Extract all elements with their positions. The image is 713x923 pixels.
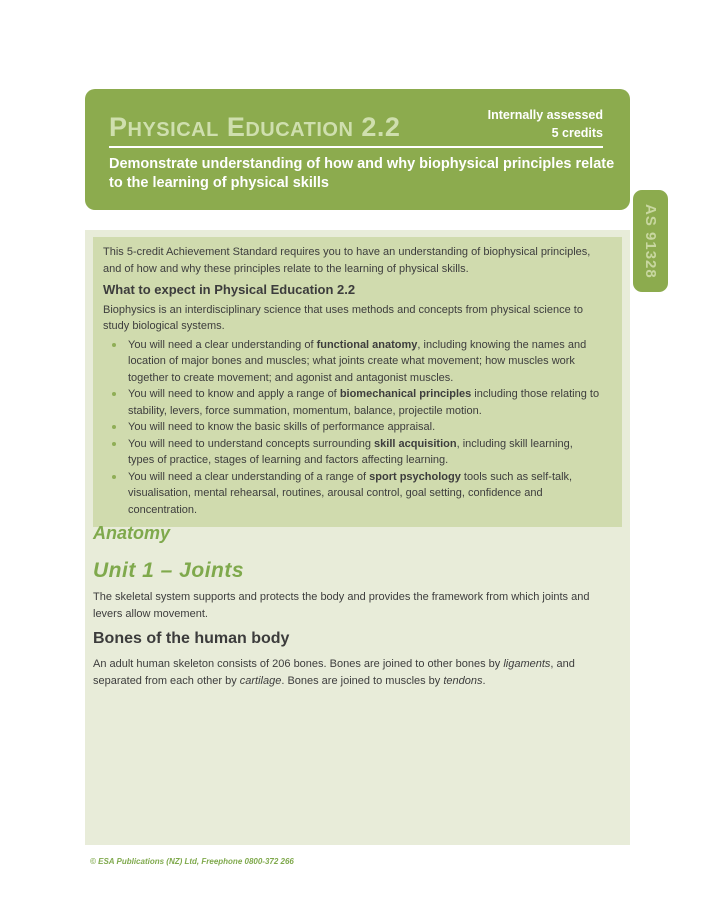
header-divider bbox=[109, 146, 603, 148]
list-item-text: You will need to know the basic skills of performance appraisal. bbox=[128, 421, 436, 433]
bones-paragraph: An adult human skeleton consists of 206 bones. Bones are joined to other bones by ligaments, and separated from each other by cartilage. Bones are joined to muscles by tendons. bbox=[93, 658, 575, 687]
bullet-icon bbox=[112, 425, 116, 429]
list-item-text: You will need a clear understanding of functional anatomy, including knowing the names and location of major bones and muscles; what joints create what movement; how muscles work together to create movement; and agonist and antagonist muscles. bbox=[128, 338, 587, 384]
assessment-info bbox=[488, 104, 603, 142]
overview-intro: This 5-credit Achievement Standard requires you to have an understanding of biophysical principles, and of how and why these principles relate to the learning of physical skills. bbox=[103, 246, 591, 275]
assessment-type: Internally assessed bbox=[487, 108, 603, 122]
anatomy-section-heading: Anatomy bbox=[93, 523, 171, 543]
skeletal-system-paragraph: The skeletal system supports and protects the body and provides the framework from which joints and levers allow movement. bbox=[93, 591, 590, 620]
bullet-icon bbox=[112, 475, 116, 479]
bullet-icon bbox=[112, 442, 116, 446]
page-body-panel bbox=[85, 230, 630, 845]
bones-heading: Bones of the human body bbox=[93, 630, 290, 647]
header-banner bbox=[85, 89, 630, 210]
list-item-text: You will need a clear understanding of a range of sport psychology tools such as self-talk, visualisation, mental rehearsal, routines, arousal control, goal setting, confidence and concentration. bbox=[128, 470, 573, 516]
standard-number-tab bbox=[633, 190, 668, 292]
copyright-footer: © ESA Publications (NZ) Ltd, Freephone 0800-372 266 bbox=[90, 857, 294, 866]
bullet-icon bbox=[112, 392, 116, 396]
list-item bbox=[103, 436, 602, 469]
credit-count: 5 credits bbox=[551, 125, 603, 140]
overview-box bbox=[93, 237, 622, 527]
list-item bbox=[103, 386, 602, 419]
list-item bbox=[103, 337, 602, 387]
unit-1-joints-heading: Unit 1 – Joints bbox=[93, 559, 245, 582]
page-title: PHYSICAL EDUCATION 2.2 bbox=[109, 112, 401, 142]
bullet-icon bbox=[112, 343, 116, 347]
biophysics-lead: Biophysics is an interdisciplinary science that uses methods and concepts from physical science to study biological systems. bbox=[103, 303, 583, 332]
achievement-standard-subtitle: Demonstrate understanding of how and why biophysical principles relate to the learning of physical skills bbox=[109, 156, 615, 192]
list-item-text: You will need to know and apply a range of biomechanical principles including those relating to stability, levers, force summation, momentum, balance, projectile motion. bbox=[128, 388, 600, 417]
what-to-expect-heading: What to expect in Physical Education 2.2 bbox=[103, 282, 356, 297]
list-item bbox=[103, 419, 602, 436]
list-item bbox=[103, 469, 602, 519]
standard-number-label: AS 91328 bbox=[642, 203, 659, 279]
header-row bbox=[109, 104, 603, 144]
expectations-list bbox=[103, 337, 602, 519]
list-item-text: You will need to understand concepts surrounding skill acquisition, including skill learning, types of practice, stages of learning and factors affecting learning. bbox=[128, 437, 573, 466]
